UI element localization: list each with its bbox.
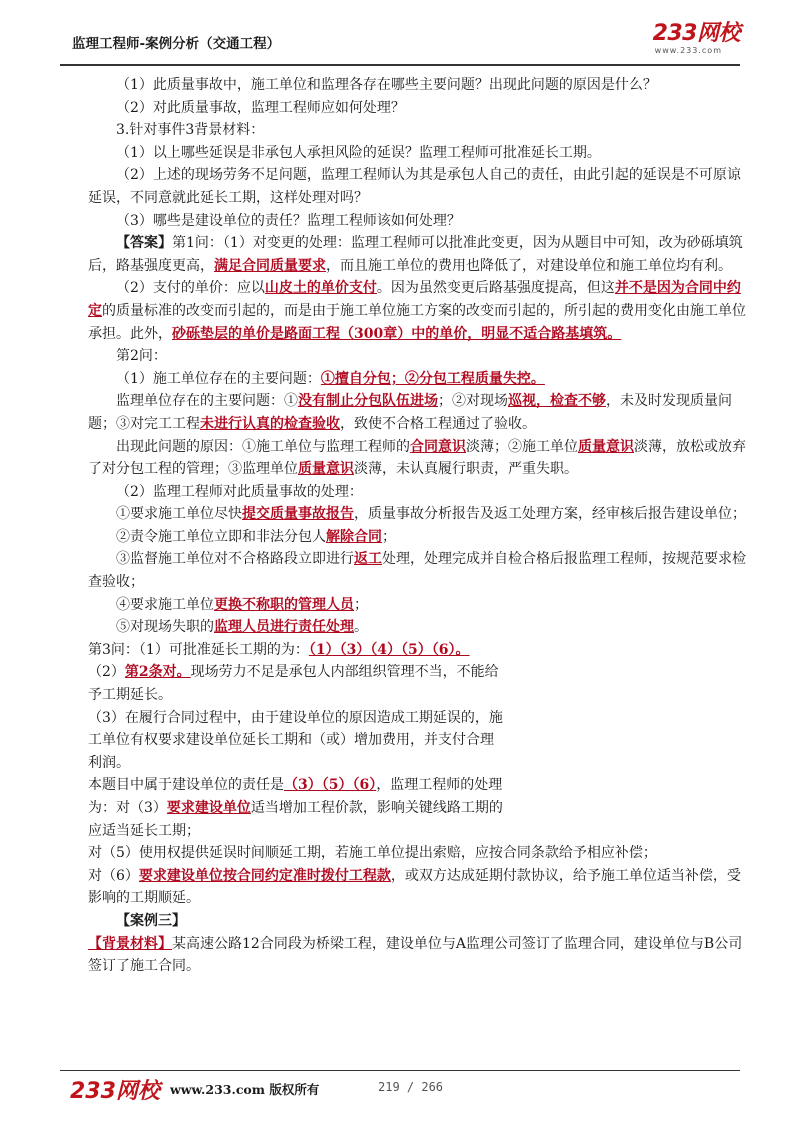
answer-paragraph: （2）支付的单价：应以山皮土的单价支付。因为虽然变更后路基强度提高，但这并不是因为合同中约定的质量标准的改变而引起的，而是由于施工单位施工方案的改变而引起的，所引起的费用变化由施工单位承担。此外，砂砾垫层的单价是路面工程（300章）中的单价，明显不适合路基填筑。 [88, 280, 746, 342]
answer-paragraph: ③监督施工单位对不合格路段立即进行返工处理，处理完成并自检合格后报监理工程师，按规范要求检查验收； [88, 551, 746, 591]
key-point: 更换不称职的管理人员 [214, 596, 354, 613]
key-point: 质量意识 [578, 438, 634, 455]
key-point: ①擅自分包；②分包工程质量失控。 [320, 370, 545, 387]
answer-paragraph: ④要求施工单位更换不称职的管理人员； [116, 596, 368, 613]
header-divider [60, 64, 740, 66]
document-title: 监理工程师-案例分析（交通工程） [72, 36, 281, 52]
question-line: （2）对此质量事故，监理工程师应如何处理？ [116, 99, 405, 116]
key-point: 要求建设单位按合同约定准时拨付工程款 [138, 867, 391, 884]
footer-logo[interactable]: 233网校 [70, 1079, 160, 1104]
case-heading: 【案例三】 [116, 912, 186, 929]
answer-paragraph: ②责令施工单位立即和非法分包人解除合同； [116, 528, 396, 545]
answer-paragraph: 对（6）要求建设单位按合同约定准时拨付工程款，或双方达成延期付款协议，给予施工单位适当补偿，受影响的工期顺延。 [88, 867, 741, 907]
background-paragraph: 【背景材料】某高速公路12合同段为桥梁工程，建设单位与A监理公司签订了监理合同，建设单位与B公司签订了施工合同。 [88, 935, 743, 975]
key-point: 质量意识 [298, 461, 354, 478]
key-point: 第2条对。 [124, 664, 191, 681]
page-number: 219 / 266 [378, 1080, 444, 1094]
answer-paragraph: 出现此问题的原因：①施工单位与监理工程师的合同意识淡薄；②施工单位质量意识淡薄，放松或放弃了对分包工程的管理；③监理单位质量意识淡薄，未认真履行职责，严重失职。 [88, 438, 746, 478]
sub-question-label: 第2问： [116, 348, 167, 365]
answer-paragraph: 监理单位存在的主要问题：①没有制止分包队伍进场；②对现场巡视，检查不够，未及时发现质量问题；③对完工工程未进行认真的检查验收，致使不合格工程通过了验收。 [88, 393, 732, 432]
answer-paragraph: （2）第2条对。现场劳力不足是承包人内部组织管理不当，不能给予工期延长。 [88, 664, 499, 704]
question-line: （2）上述的现场劳务不足问题，监理工程师认为其是承包人自己的责任，由此引起的延误是不可原谅延误，不同意就此延长工期，这样处理对吗？ [88, 167, 741, 206]
answer-label: 【答案】 [116, 235, 172, 252]
question-line: （1）以上哪些延误是非承包人承担风险的延误？监理工程师可批准延长工期。 [116, 144, 601, 161]
answer-paragraph: 【答案】第1问：（1）对变更的处理：监理工程师可以批准此变更，因为从题目中可知，改为砂砾填筑后，路基强度更高，满足合同质量要求，而且施工单位的费用也降低了，对建设单位和施工单位均有利。 [88, 235, 743, 274]
copyright-text: www.233.com 版权所有 [170, 1082, 320, 1097]
page-header [72, 20, 740, 64]
key-point: 合同意识 [410, 438, 466, 455]
answer-paragraph: ⑤对现场失职的监理人员进行责任处理。 [116, 619, 368, 636]
key-point: 未进行认真的检查验收 [200, 415, 340, 432]
section-heading: 3.针对事件3背景材料： [116, 122, 265, 139]
answer-paragraph: （1）施工单位存在的主要问题：①擅自分包；②分包工程质量失控。 [116, 370, 545, 387]
key-point: 砂砾垫层的单价是路面工程（300章）中的单价，明显不适合路基填筑。 [172, 325, 622, 342]
answer-paragraph: 第3问：（1）可批准延长工期的为：（1）（3）（4）（5）（6）。 [88, 641, 470, 658]
key-point: 提交质量事故报告 [242, 506, 354, 523]
key-point: 没有制止分包队伍进场 [298, 393, 438, 410]
document-body [88, 74, 748, 978]
answer-paragraph: ①要求施工单位尽快提交质量事故报告，质量事故分析报告及返工处理方案，经审核后报告建设单位； [116, 506, 746, 523]
key-point: 山皮土的单价支付 [264, 280, 377, 297]
key-point: 返工 [354, 551, 382, 568]
page-footer [60, 1072, 740, 1102]
background-label: 【背景材料】 [88, 935, 172, 952]
answer-paragraph: （3）在履行合同过程中，由于建设单位的原因造成工期延误的，施工单位有权要求建设单位延长工期和（或）增加费用，并支付合理利润。 [88, 709, 503, 771]
key-point: 巡视，检查不够 [508, 393, 606, 410]
key-point: 满足合同质量要求 [214, 257, 326, 274]
logo-url: www.233.com [654, 46, 722, 55]
key-point: 监理人员进行责任处理 [214, 619, 354, 636]
key-point: （3）（5）（6） [284, 777, 377, 794]
site-logo[interactable] [653, 22, 740, 55]
footer-divider [60, 1070, 740, 1071]
key-point: （1）（3）（4）（5）（6）。 [308, 641, 470, 658]
key-point: 解除合同 [326, 528, 382, 545]
key-point: 要求建设单位 [166, 800, 251, 816]
logo-text: 233网校 [652, 21, 740, 46]
question-line: （3）哪些是建设单位的责任？监理工程师该如何处理？ [116, 212, 461, 229]
key-point: 并不是因为合同中约定 [88, 280, 741, 319]
question-line: （1）此质量事故中，施工单位和监理各存在哪些主要问题？出现此问题的原因是什么？ [116, 77, 657, 93]
answer-paragraph: 本题目中属于建设单位的责任是（3）（5）（6），监理工程师的处理为：对（3）要求建设单位适当增加工程价款，影响关键线路工期的应适当延长工期； [88, 777, 503, 839]
answer-paragraph: 对（5）使用权提供延误时间顺延工期，若施工单位提出索赔，应按合同条款给予相应补偿； [88, 845, 657, 862]
answer-paragraph: （2）监理工程师对此质量事故的处理： [116, 483, 363, 500]
